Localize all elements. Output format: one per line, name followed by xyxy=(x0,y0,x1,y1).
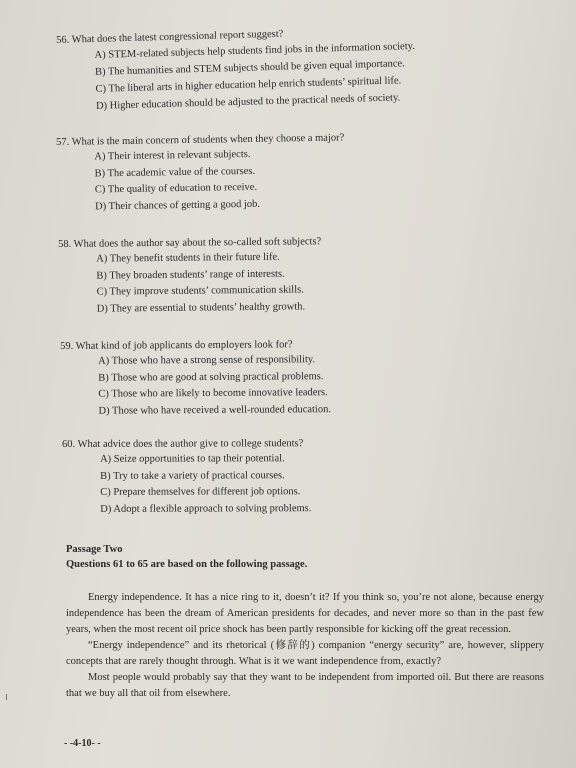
option-d: D) Adopt a flexible approach to solving problems. xyxy=(100,502,312,515)
option-d: D) Their chances of getting a good job. xyxy=(95,198,261,212)
option-c: C) Prepare themselves for different job options. xyxy=(100,486,301,498)
question-stem: What kind of job applicants do employers look for? xyxy=(75,339,293,352)
option-b: B) The academic value of the courses. xyxy=(94,165,256,179)
option-a: A) Those who have a strong sense of responsibility. xyxy=(98,354,316,367)
question-60 xyxy=(62,436,562,518)
question-stem: What advice does the author give to college students? xyxy=(77,438,304,450)
option-a: A) STEM-related subjects help students find jobs in the information society. xyxy=(94,40,416,61)
passage-header xyxy=(66,542,307,572)
option-a: A) They benefit students in their future life. xyxy=(96,251,280,265)
question-57 xyxy=(56,128,557,216)
question-number: 59. xyxy=(60,340,74,352)
question-59 xyxy=(60,337,561,420)
option-a: A) Their interest in relevant subjects. xyxy=(94,148,251,163)
option-d: D) They are essential to students’ healthy growth. xyxy=(96,300,306,315)
passage-body xyxy=(66,590,544,702)
page-number: - -4-10- - xyxy=(64,738,101,749)
option-d: D) Higher education should be adjusted to the practical needs of society. xyxy=(95,92,401,112)
question-56 xyxy=(56,20,558,116)
passage-title: Passage Two xyxy=(66,544,123,555)
option-c: C) The liberal arts in higher education help enrich students’ spiritual life. xyxy=(95,75,402,95)
option-b: B) They broaden students’ range of interests. xyxy=(96,268,285,282)
question-stem: What does the author say about the so-called soft subjects? xyxy=(73,236,322,250)
question-number: 56. xyxy=(56,34,70,46)
passage-paragraph: “Energy independence” and its rhetorical (修辞的) companion “energy security” are, however, slippery concepts that are rarely thought through. What is it we want independence from, exactly? xyxy=(66,640,544,667)
question-58 xyxy=(58,233,559,318)
option-c: C) Those who are likely to become innovative leaders. xyxy=(98,387,328,400)
option-c: C) They improve students’ communication skills. xyxy=(96,284,304,298)
question-stem: What does the latest congressional report suggest? xyxy=(71,28,284,46)
question-number: 58. xyxy=(58,238,72,250)
option-a: A) Seize opportunities to tap their potential. xyxy=(100,453,285,465)
passage-paragraph: Energy independence. It has a nice ring to it, doesn’t it? If you think so, you’re not alone, because energy independence has been the dream of American presidents for decades, and never more so than in the past few years, when the most recent oil price shock has been partly responsible for kicking off the great recession. xyxy=(66,592,544,635)
passage-paragraph: Most people would probably say that they want to be independent from imported oil. But there are reasons that we buy all that oil from elsewhere. xyxy=(66,672,544,699)
option-d: D) Those who have received a well-rounded education. xyxy=(98,403,331,417)
question-number: 60. xyxy=(62,438,76,450)
question-stem: What is the main concern of students when they choose a major? xyxy=(71,132,345,148)
binding-mark xyxy=(6,694,11,700)
passage-instruction: Questions 61 to 65 are based on the following passage. xyxy=(66,559,308,570)
option-b: B) Those who are good at solving practical problems. xyxy=(98,370,324,384)
option-c: C) The quality of education to receive. xyxy=(94,181,258,196)
option-b: B) The humanities and STEM subjects should be given equal importance. xyxy=(94,58,405,78)
option-b: B) Try to take a variety of practical courses. xyxy=(100,469,285,482)
question-number: 57. xyxy=(56,136,70,148)
